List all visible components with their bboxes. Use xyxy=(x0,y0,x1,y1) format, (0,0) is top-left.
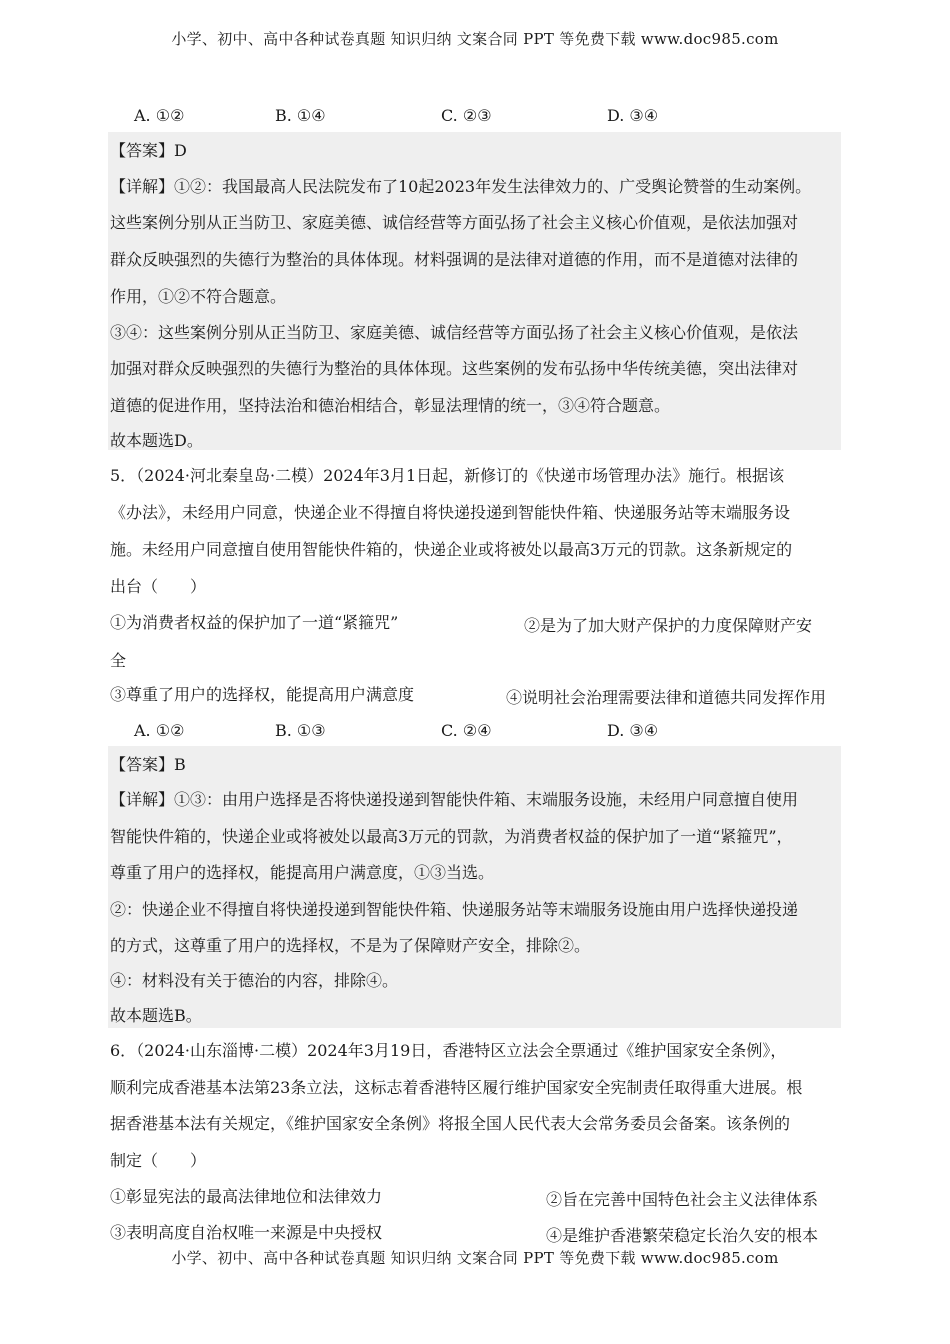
page-header: 小学、初中、高中各种试卷真题 知识归纳 文案合同 PPT 等免费下载 www.doc985.com xyxy=(171,30,779,48)
q5-detail-line: 尊重了用户的选择权，能提高用户满意度，①③当选。 xyxy=(110,863,495,882)
q5-option-c: C. ②④ xyxy=(441,721,492,740)
q4-option-a: A. ①② xyxy=(134,106,185,125)
q5-detail-line: 故本题选B。 xyxy=(110,1006,202,1025)
q5-detail-line: ④：材料没有关于德治的内容，排除④。 xyxy=(110,971,399,990)
q6-item-3: ③表明高度自治权唯一来源是中央授权 xyxy=(110,1223,383,1242)
q4-detail-line: 【详解】①②：我国最高人民法院发布了10起2023年发生法律效力的、广受舆论赞誉的生动案例。 xyxy=(110,177,812,196)
page-footer: 小学、初中、高中各种试卷真题 知识归纳 文案合同 PPT 等免费下载 www.doc985.com xyxy=(171,1249,779,1267)
q5-detail-line: ②：快递企业不得擅自将快递投递到智能快件箱、快递服务站等末端服务设施由用户选择快递投递 xyxy=(110,900,799,919)
q4-detail-line: 道德的促进作用，坚持法治和德治相结合，彰显法理情的统一，③④符合题意。 xyxy=(110,396,671,415)
q4-detail-line: 作用，①②不符合题意。 xyxy=(110,287,287,306)
q4-answer: 【答案】D xyxy=(110,141,187,160)
q5-detail-line: 智能快件箱的，快递企业或将被处以最高3万元的罚款，为消费者权益的保护加了一道“紧箍咒”， xyxy=(110,827,793,846)
q4-detail-line: 加强对群众反映强烈的失德行为整治的具体体现。这些案例的发布弘扬中华传统美德，突出法律对 xyxy=(110,359,799,378)
q5-stem-line: 5．（2024·河北秦皇岛·二模）2024年3月1日起，新修订的《快递市场管理办法》施行。根据该 xyxy=(110,466,785,485)
q4-option-d: D. ③④ xyxy=(607,106,659,125)
q5-item-1: ①为消费者权益的保护加了一道“紧箍咒” xyxy=(110,613,399,632)
q6-item-2: ②旨在完善中国特色社会主义法律体系 xyxy=(546,1190,819,1209)
q4-option-c: C. ②③ xyxy=(441,106,492,125)
q5-stem-line: 出台（ ） xyxy=(110,577,207,596)
q6-stem-line: 制定（ ） xyxy=(110,1151,207,1170)
q5-stem-line: 施。未经用户同意擅自使用智能快件箱的，快递企业或将被处以最高3万元的罚款。这条新规定的 xyxy=(110,540,793,559)
q6-item-4: ④是维护香港繁荣稳定长治久安的根本 xyxy=(546,1226,819,1245)
q5-option-a: A. ①② xyxy=(134,721,185,740)
q5-answer: 【答案】B xyxy=(110,755,186,774)
q5-option-b: B. ①③ xyxy=(275,721,326,740)
q6-stem-line: 据香港基本法有关规定，《维护国家安全条例》将报全国人民代表大会常务委员会备案。该条例的 xyxy=(110,1114,791,1133)
q4-detail-line: 这些案例分别从正当防卫、家庭美德、诚信经营等方面弘扬了社会主义核心价值观，是依法加强对 xyxy=(110,213,799,232)
q5-stem-line: 《办法》，未经用户同意，快递企业不得擅自将快递投递到智能快件箱、快递服务站等末端服务设 xyxy=(110,503,791,522)
q6-stem-line: 6．（2024·山东淄博·二模）2024年3月19日，香港特区立法会全票通过《维护国家安全条例》， xyxy=(110,1041,787,1060)
q4-option-b: B. ①④ xyxy=(275,106,326,125)
q5-item-2-continued: 全 xyxy=(110,651,127,670)
q5-item-2: ②是为了加大财产保护的力度保障财产安 xyxy=(524,616,813,635)
q5-item-3: ③尊重了用户的选择权，能提高用户满意度 xyxy=(110,685,415,704)
q5-item-4: ④说明社会治理需要法律和道德共同发挥作用 xyxy=(506,688,827,707)
q6-item-1: ①彰显宪法的最高法律地位和法律效力 xyxy=(110,1187,383,1206)
q6-stem-line: 顺利完成香港基本法第23条立法，这标志着香港特区履行维护国家安全宪制责任取得重大进展。根 xyxy=(110,1078,803,1097)
q4-detail-line: 故本题选D。 xyxy=(110,431,203,450)
q4-detail-line: ③④：这些案例分别从正当防卫、家庭美德、诚信经营等方面弘扬了社会主义核心价值观，是依法 xyxy=(110,323,799,342)
q5-detail-line: 【详解】①③：由用户选择是否将快递投递到智能快件箱、末端服务设施，未经用户同意擅自使用 xyxy=(110,790,799,809)
q5-detail-line: 的方式，这尊重了用户的选择权，不是为了保障财产安全，排除②。 xyxy=(110,936,591,955)
q4-detail-line: 群众反映强烈的失德行为整治的具体体现。材料强调的是法律对道德的作用，而不是道德对法律的 xyxy=(110,250,799,269)
q5-option-d: D. ③④ xyxy=(607,721,659,740)
